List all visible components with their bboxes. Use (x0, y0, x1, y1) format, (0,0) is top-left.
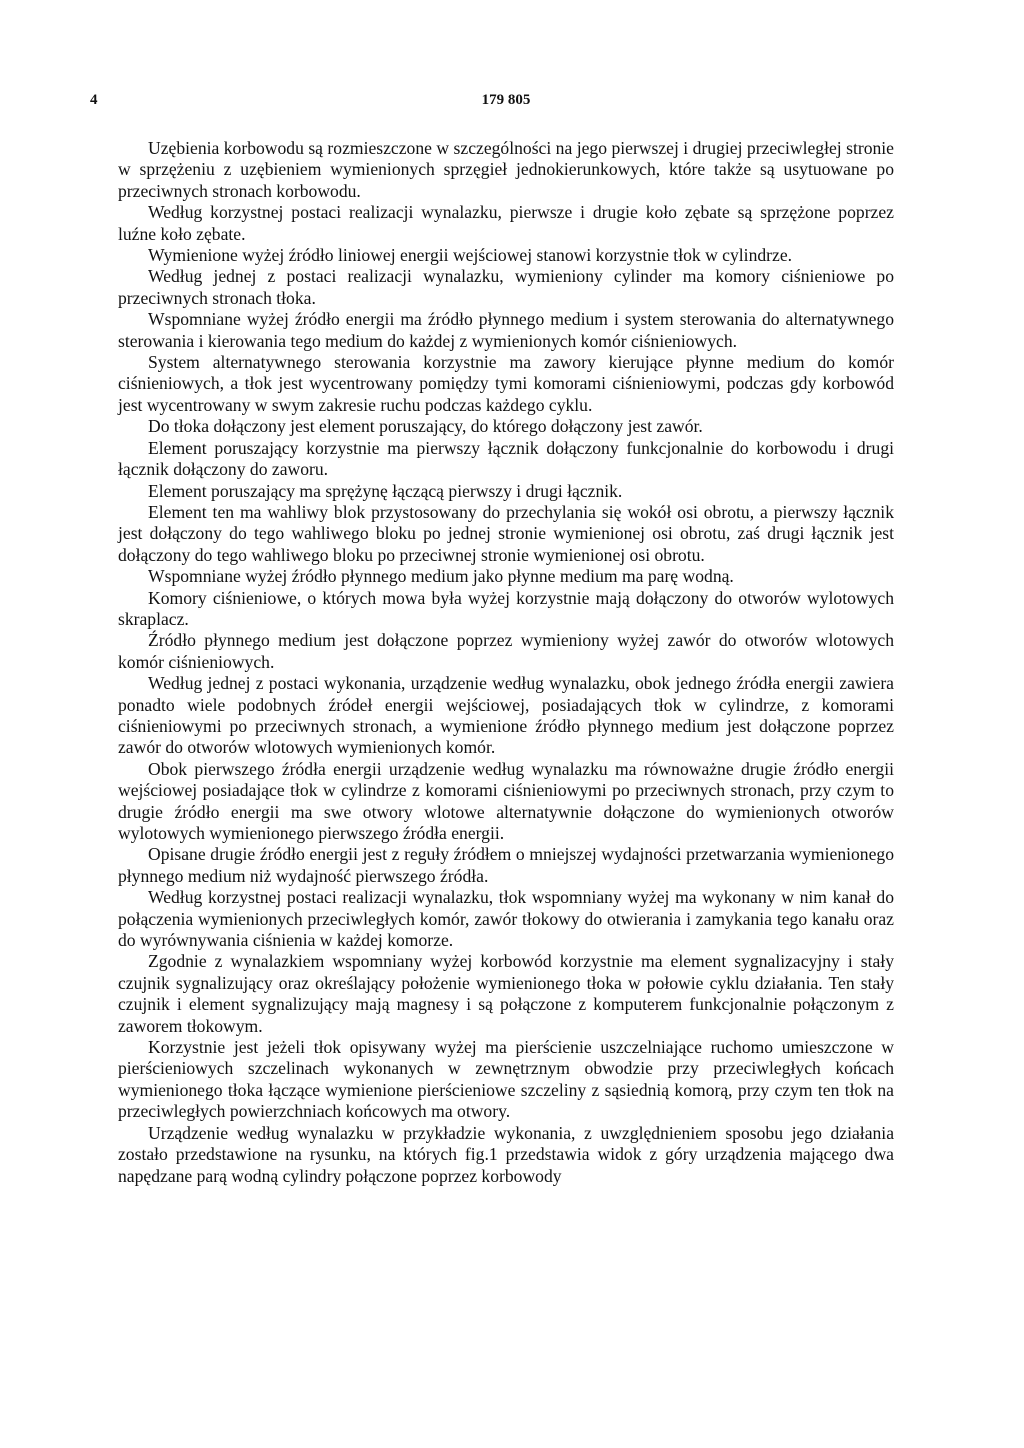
page-number: 4 (90, 92, 98, 108)
paragraph: Wymienione wyżej źródło liniowej energii wejściowej stanowi korzystnie tłok w cylindrze. (148, 245, 793, 266)
paragraph: Zgodnie z wynalazkiem wspomniany wyżej korbowód korzystnie ma element sygnalizacyjny i stały czujnik sygnalizujący oraz określający położenie wymienionego tłoka w połowie cyklu działania. Ten stały czujnik i element sygnalizujący mają magnesy i są połączone z komputerem funkcjonalnie połączonym z zaworem tłokowym. (118, 951, 894, 1036)
paragraph: Według korzystnej postaci realizacji wynalazku, pierwsze i drugie koło zębate są sprzężone poprzez luźne koło zębate. (118, 202, 894, 244)
paragraph: Element ten ma wahliwy blok przystosowany do przechylania się wokół osi obrotu, a pierwszy łącznik jest dołączony do tego wahliwego bloku po jednej stronie wymienionej osi obrotu, zaś drugi łącznik jest dołączony do tego wahliwego bloku po przeciwnej stronie wymienionej osi obrotu. (118, 501, 894, 565)
paragraph: Według jednej z postaci realizacji wynalazku, wymieniony cylinder ma komory ciśnieniowe po przeciwnych stronach tłoka. (118, 266, 894, 308)
paragraph: Urządzenie według wynalazku w przykładzie wykonania, z uwzględnieniem sposobu jego działania zostało przedstawione na rysunku, na których fig.1 przedstawia widok z góry urządzenia mającego dwa napędzane parą wodną cylindry połączone poprzez korbowody (118, 1122, 894, 1186)
patent-number: 179 805 (481, 92, 531, 108)
paragraph: Według korzystnej postaci realizacji wynalazku, tłok wspomniany wyżej ma wykonany w nim kanał do połączenia wymienionych przeciwległych komór, zawór tłokowy do otwierania i zamykania tego kanału oraz do wyrównywania ciśnienia w każdej komorze. (118, 887, 894, 951)
paragraph: Według jednej z postaci wykonania, urządzenie według wynalazku, obok jednego źródła energii zawiera ponadto wiele podobnych źródeł energii wejściowej, posiadających tłok w cylindrze, z komorami ciśnieniowymi po przeciwnych stronach, a wymienione źródło płynnego medium jest dołączone poprzez zawór do otworów wlotowych wymienionych komór. (118, 673, 894, 758)
paragraph: Wspomniane wyżej źródło energii ma źródło płynnego medium i system sterowania do alternatywnego sterowania i kierowania tego medium do każdej z wymienionych komór ciśnieniowych. (118, 309, 894, 351)
paragraph: Do tłoka dołączony jest element poruszający, do którego dołączony jest zawór. (148, 416, 703, 437)
paragraph: Wspomniane wyżej źródło płynnego medium jako płynne medium ma parę wodną. (148, 566, 734, 587)
paragraph: Element poruszający korzystnie ma pierwszy łącznik dołączony funkcjonalnie do korbowodu i drugi łącznik dołączony do zaworu. (118, 437, 894, 480)
paragraph: Uzębienia korbowodu są rozmieszczone w szczególności na jego pierwszej i drugiej przeciwległej stronie w sprzężeniu z uzębieniem wymienionych sprzęgieł jednokierunkowych, które także są usytuowane po przeciwnych stronach korbowodu. (118, 138, 894, 201)
paragraph: Źródło płynnego medium jest dołączone poprzez wymieniony wyżej zawór do otworów wlotowych komór ciśnieniowych. (118, 630, 894, 672)
paragraph: Korzystnie jest jeżeli tłok opisywany wyżej ma pierścienie uszczelniające ruchomo umieszczone w pierścieniowych szczelinach wykonanych w zewnętrznym obwodzie przy przeciwległych końcach wymienionego tłoka łączące wymienione pierścieniowe szczeliny z sąsiednią komorą, przy czym ten tłok na przeciwległych powierzchniach końcowych ma otwory. (118, 1037, 894, 1122)
body-text (118, 138, 894, 1187)
paragraph: Obok pierwszego źródła energii urządzenie według wynalazku ma równoważne drugie źródło energii wejściowej posiadające tłok w cylindrze z komorami ciśnieniowymi po przeciwnych stronach, przy czym to drugie źródło energii ma swe otwory wlotowe alternatywnie dołączone do wymienionych otworów wylotowych wymienionego pierwszego źródła energii. (118, 758, 894, 843)
paragraph: Element poruszający ma sprężynę łączącą pierwszy i drugi łącznik. (148, 480, 623, 501)
page-header (90, 92, 894, 116)
document-page (90, 92, 894, 1187)
paragraph: Komory ciśnieniowe, o których mowa była wyżej korzystnie mają dołączony do otworów wylotowych skraplacz. (118, 587, 894, 629)
paragraph: Opisane drugie źródło energii jest z reguły źródłem o mniejszej wydajności przetwarzania wymienionego płynnego medium niż wydajność pierwszego źródła. (118, 844, 894, 886)
paragraph: System alternatywnego sterowania korzystnie ma zawory kierujące płynne medium do komór ciśnieniowych, a tłok jest wycentrowany pomiędzy tymi komorami ciśnieniowymi, podczas gdy korbowód jest wycentrowany w swym zakresie ruchu podczas każdego cyklu. (118, 352, 894, 415)
